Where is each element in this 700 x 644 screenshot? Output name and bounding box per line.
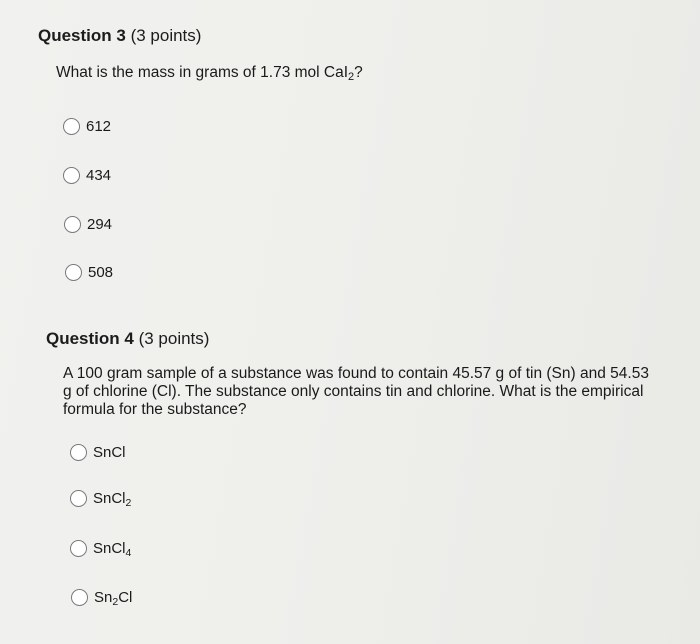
question-3-option-2[interactable] <box>63 167 111 184</box>
radio-button[interactable] <box>70 540 87 557</box>
radio-button[interactable] <box>64 216 81 233</box>
question-4-option-2[interactable] <box>70 490 131 507</box>
question-4-prompt-line-3: formula for the substance? <box>63 401 247 418</box>
option-label: 434 <box>86 167 112 184</box>
question-4-number: Question 4 <box>46 329 134 348</box>
radio-button[interactable] <box>70 490 87 507</box>
question-4-prompt-line-1: A 100 gram sample of a substance was found to contain 45.57 g of tin (Sn) and 54.53 <box>63 365 649 382</box>
radio-button[interactable] <box>63 118 80 135</box>
option-label: SnCl$_2$ <box>93 490 132 509</box>
question-3-prompt-subscript: 2 <box>348 71 355 83</box>
question-3-prompt <box>56 64 363 82</box>
option-label: SnCl <box>93 444 126 461</box>
option-label: $Sn_2Cl$ <box>94 589 133 608</box>
question-4-points: (3 points) <box>133 329 210 348</box>
question-3-number: Question 3 <box>38 26 126 45</box>
option-label: 612 <box>86 118 112 135</box>
question-3-option-3[interactable] <box>64 216 112 233</box>
question-4-option-4[interactable] <box>71 589 132 606</box>
option-label: 294 <box>87 216 113 233</box>
question-4-option-3[interactable] <box>70 540 131 557</box>
question-3-option-4[interactable] <box>65 264 113 281</box>
radio-button[interactable] <box>65 264 82 281</box>
radio-button[interactable] <box>70 444 87 461</box>
option-label: SnCl$_4$ <box>93 540 132 559</box>
question-4-prompt <box>63 365 673 419</box>
question-3-header <box>38 26 201 46</box>
question-3-option-1[interactable] <box>63 118 111 135</box>
question-3-points: (3 points) <box>125 26 202 45</box>
question-3-prompt-end: ? <box>354 64 363 81</box>
radio-button[interactable] <box>63 167 80 184</box>
question-4-prompt-line-2: g of chlorine (Cl). The substance only contains tin and chlorine. What is the empirical <box>63 383 644 400</box>
question-4-header <box>46 329 209 349</box>
question-3-prompt-text: What is the mass in grams of 1.73 mol CaI <box>56 64 349 81</box>
option-label: 508 <box>88 264 114 281</box>
radio-button[interactable] <box>71 589 88 606</box>
question-4-option-1[interactable] <box>70 444 126 461</box>
